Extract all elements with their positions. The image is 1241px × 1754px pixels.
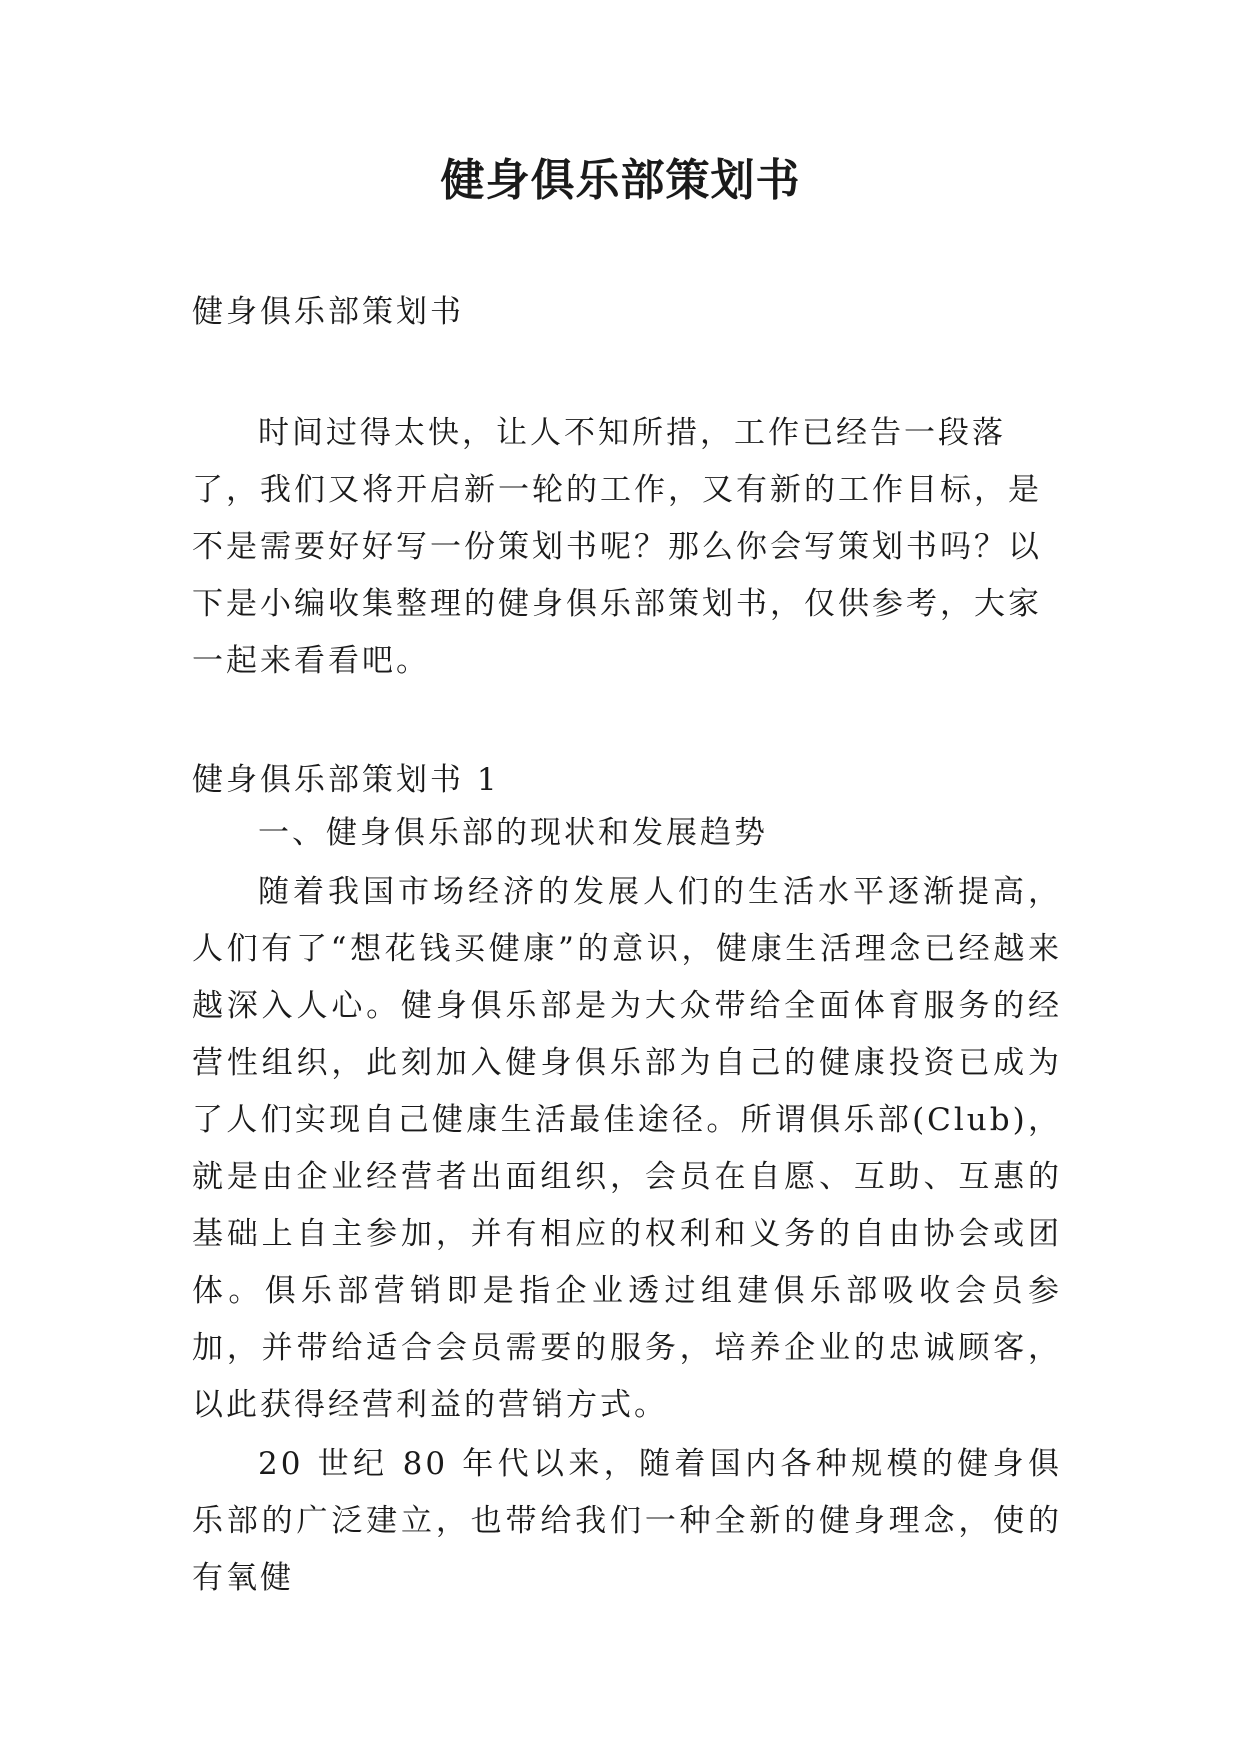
body-paragraph: 随着我国市场经济的发展人们的生活水平逐渐提高，人们有了“想花钱买健康”的意识，健康生活理念已经越来越深入人心。健身俱乐部是为大众带给全面体育服务的经营性组织，此刻加入健身俱乐部为自己的健康投资已成为了人们实现自己健康生活最佳途径。所谓俱乐部(Club)，就是由企业经营者出面组织，会员在自愿、互助、互惠的基础上自主参加，并有相应的权利和义务的自由协会或团体。俱乐部营销即是指企业透过组建俱乐部吸收会员参加，并带给适合会员需要的服务，培养企业的忠诚顾客，以此获得经营利益的营销方式。 [192, 874, 1062, 1423]
section-title: 健身俱乐部策划书 1 [192, 762, 500, 798]
section-heading: 一、健身俱乐部的现状和发展趋势 [258, 815, 768, 851]
document-title: 健身俱乐部策划书 [440, 155, 801, 206]
section-body [192, 808, 1062, 1607]
document-subtitle: 健身俱乐部策划书 [192, 294, 464, 330]
body-paragraph: 20 世纪 80 年代以来，随着国内各种规模的健身俱乐部的广泛建立，也带给我们一种全新的健身理念，使的有氧健 [192, 1446, 1062, 1596]
intro-paragraph: 时间过得太快，让人不知所措，工作已经告一段落了，我们又将开启新一轮的工作，又有新的工作目标，是不是需要好好写一份策划书呢？那么你会写策划书吗？以下是小编收集整理的健身俱乐部策划书，仅供参考，大家一起来看看吧。 [192, 415, 1042, 679]
